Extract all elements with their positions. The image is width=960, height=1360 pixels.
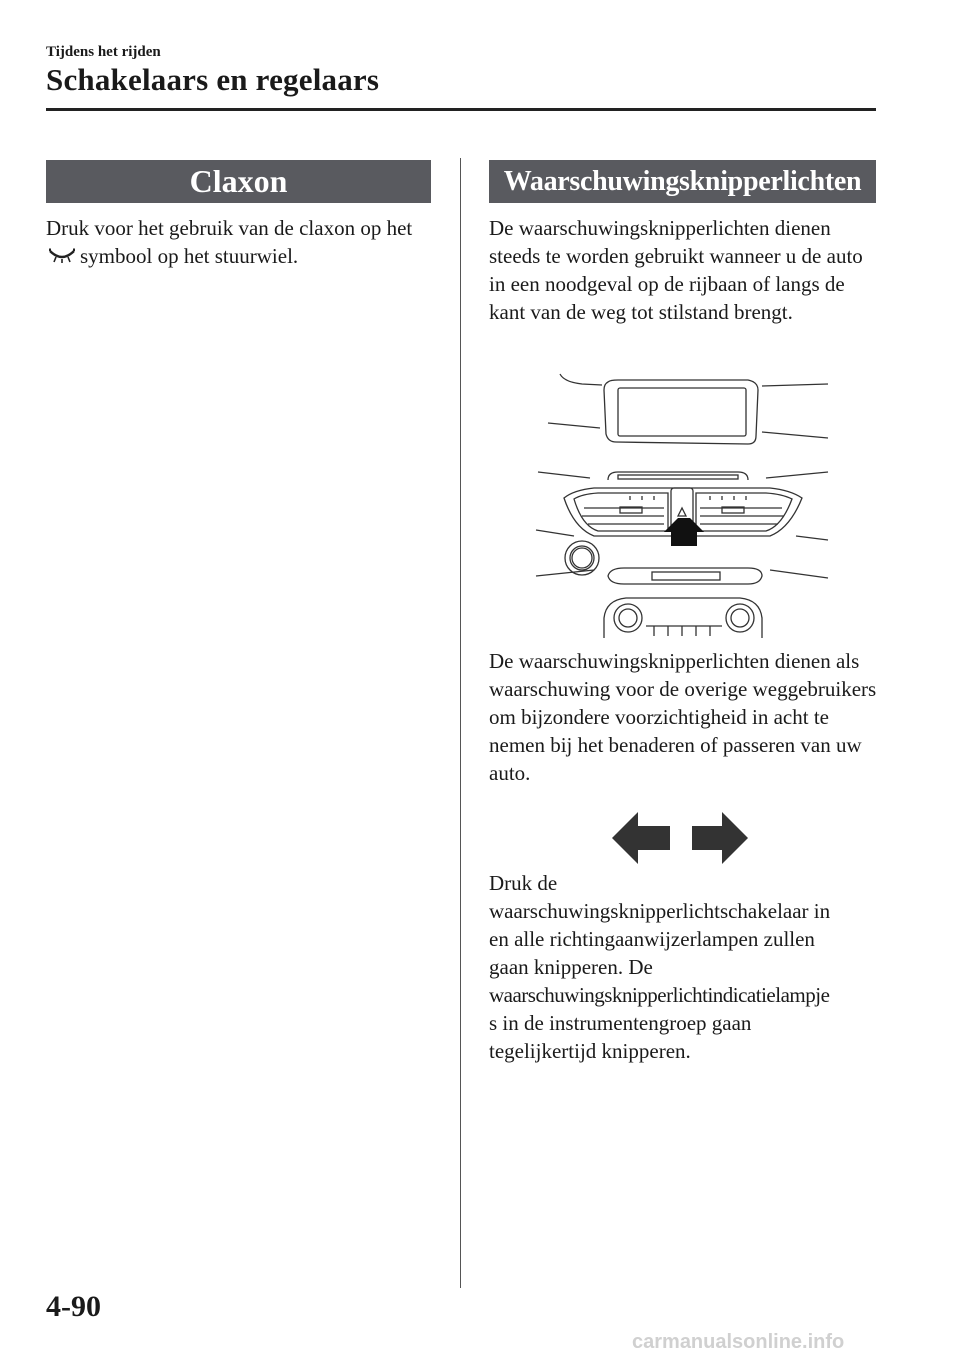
page-number: 4-90 <box>46 1290 101 1323</box>
claxon-heading: Claxon <box>46 160 431 203</box>
column-divider <box>460 158 461 1288</box>
hazard-paragraph-3-line: s in de instrumentengroep gaan <box>489 1011 752 1035</box>
hazard-paragraph-1: De waarschuwingsknipperlichten dienen steeds te worden gebruikt wanneer u de auto in een noodgeval op de rijbaan of langs de kant van de weg tot stilstand brengt. <box>489 216 863 324</box>
section-title: Schakelaars en regelaars <box>46 62 380 97</box>
hazard-paragraph-3 <box>489 869 879 1065</box>
watermark: carmanualsonline.info <box>632 1331 845 1353</box>
hazard-paragraph-3-line: gaan knipperen. De <box>489 955 653 979</box>
claxon-paragraph <box>46 214 436 270</box>
hazard-paragraph-3-line: Druk de <box>489 871 558 895</box>
hazard-heading: Waarschuwingsknipperlichten <box>489 160 876 203</box>
hazard-paragraph-2: De waarschuwingsknipperlichten dienen als waarschuwing voor de overige weggebruikers om bijzondere voorzichtigheid in acht te nemen bij het benaderen of passeren van uw auto. <box>489 649 877 785</box>
turn-signal-arrows-icon <box>612 810 752 866</box>
hazard-paragraph-3-line: tegelijkertijd knipperen. <box>489 1039 691 1063</box>
hazard-paragraph-3-line: waarschuwingsknipperlichtindicatielampje <box>489 983 830 1007</box>
hazard-paragraph-3-line: en alle richtingaanwijzerlampen zullen <box>489 927 815 951</box>
hazard-paragraph-3-line: waarschuwingsknipperlichtschakelaar in <box>489 899 831 923</box>
chapter-label: Tijdens het rijden <box>46 44 161 60</box>
horn-icon <box>48 248 76 264</box>
claxon-text-before: Druk voor het gebruik van de claxon op het <box>46 216 413 240</box>
header-rule <box>46 108 876 111</box>
hazard-switch-dashboard-illustration <box>534 368 830 640</box>
claxon-text-after: symbool op het stuurwiel. <box>80 244 299 268</box>
